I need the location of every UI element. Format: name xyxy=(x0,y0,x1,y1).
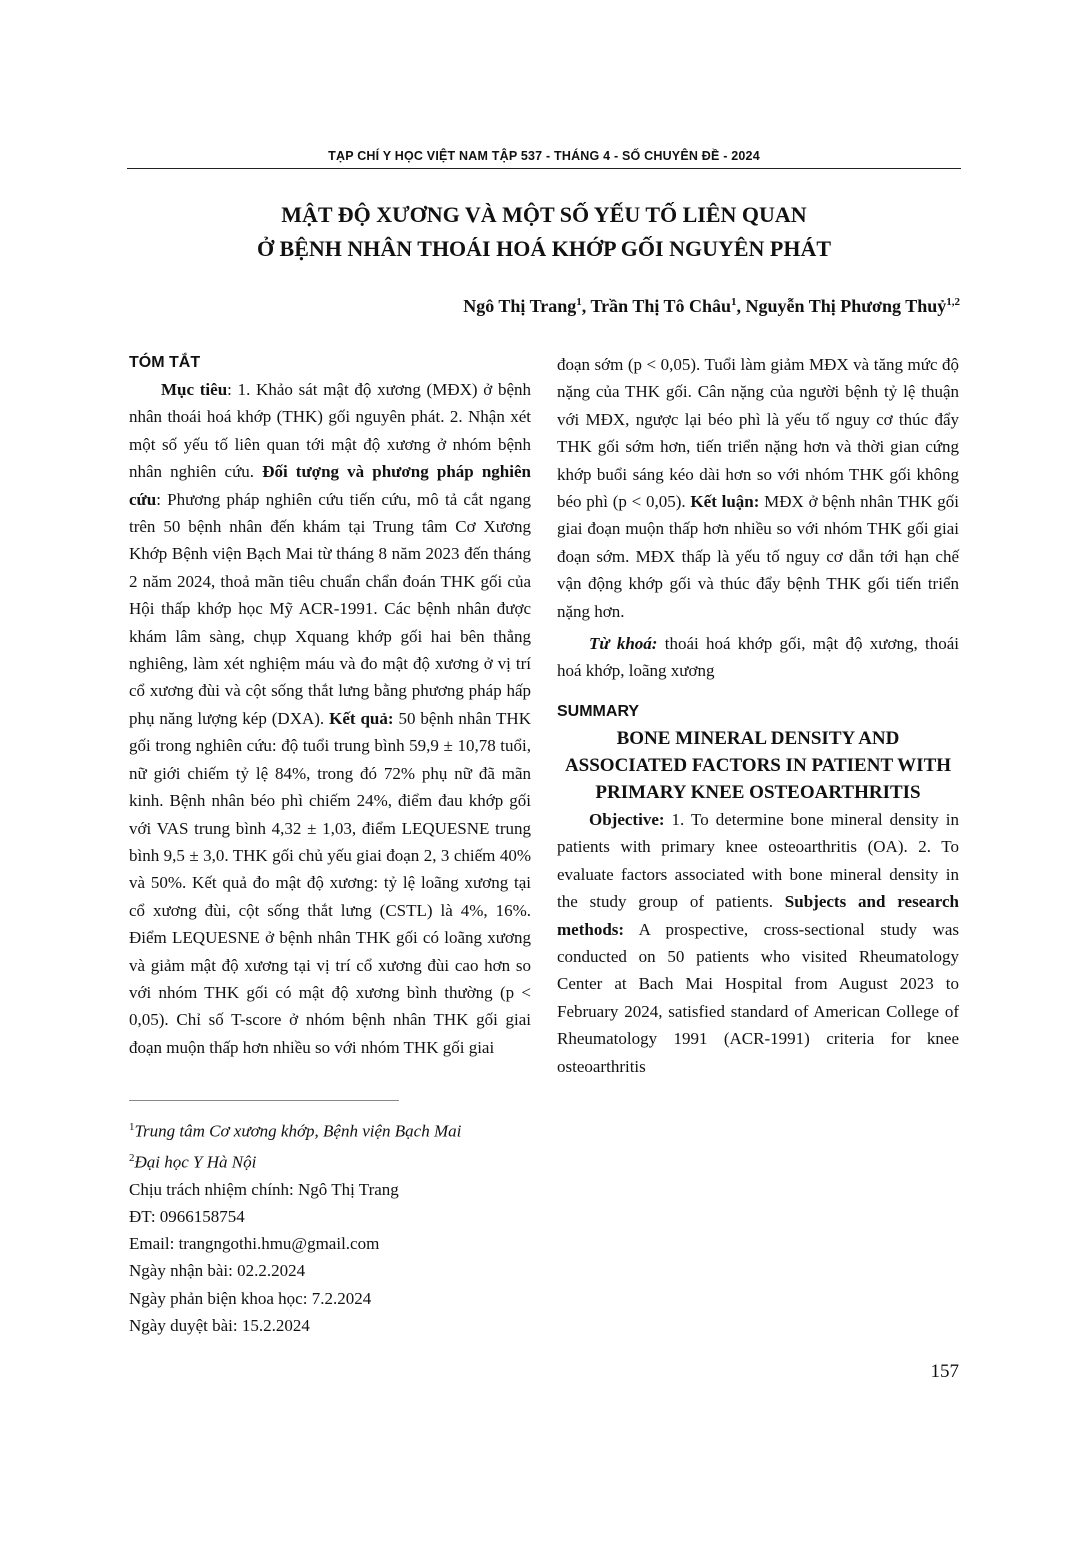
objective-text: : 1. Khảo sát mật độ xương (MĐX) ở bệnh nhân thoái hoá khớp (THK) gối nguyên phát. 2. Nhận xét một số yếu tố liên quan tới mật độ xương ở nhóm bệnh nhân nghiên cứu. xyxy=(129,380,531,482)
abstract-vi-heading: TÓM TẮT xyxy=(129,354,201,371)
title-line-1: MẬT ĐỘ XƯƠNG VÀ MỘT SỐ YẾU TỐ LIÊN QUAN xyxy=(281,202,807,227)
abstract-vi-continued xyxy=(557,351,959,625)
author-affiliation-mark: 1,2 xyxy=(946,296,960,308)
results-text: 50 bệnh nhân THK gối trong nghiên cứu: độ tuổi trung bình 59,9 ± 10,78 tuổi, nữ giới chiếm tỷ lệ 84%, trong đó 72% phụ nữ đã mãn kinh. Bệnh nhân béo phì chiếm 24%, điểm đau khớp gối với VAS trung bình 4,32 ± 1,03, điểm LEQUESNE trung bình 9,5 ± 3,0. THK gối chủ yếu giai đoạn 2, 3 chiếm 40% và 50%. Kết quả đo mật độ xương: tỷ lệ loãng xương tại cổ xương đùi, cột sống thắt lưng (CSTL) là 4%, 16%. Điểm LEQUESNE ở bệnh nhân THK gối có loãng xương và giảm mật độ xương tại vị trí cổ xương đùi cao hơn so với nhóm THK gối có mật độ xương bình thường (p < 0,05). Chỉ số T-score ở nhóm bệnh nhân THK gối giai đoạn muộn thấp hơn nhiều so với nhóm THK gối giai xyxy=(129,708,531,1057)
author-affiliation-mark: 1 xyxy=(731,296,737,308)
affiliation-2-mark: 2 xyxy=(129,1151,135,1164)
conclusion-text: MĐX ở bệnh nhân THK gối giai đoạn muộn thấp hơn nhiều so với nhóm THK gối giai đoạn sớm. MĐX thấp là yếu tố nguy cơ dẫn tới hạn chế vận động khớp gối và thúc đẩy bệnh THK gối tiến triển nặng hơn. xyxy=(557,492,959,621)
en-objective-label: Objective: xyxy=(589,809,665,829)
email: Email: trangngothi.hmu@gmail.com xyxy=(129,1234,380,1254)
objective-label: Mục tiêu xyxy=(161,380,228,399)
english-title: BONE MINERAL DENSITY AND ASSOCIATED FACTORS IN PATIENT WITH PRIMARY KNEE OSTEOARTHRITIS xyxy=(564,727,952,803)
footnotes xyxy=(129,1114,549,1339)
keywords-text: thoái hoá khớp gối, mật độ xương, thoái hoá khớp, loãng xương xyxy=(557,634,960,681)
page-number: 157 xyxy=(930,1361,959,1382)
methods-label: Đối tượng và phương pháp nghiên cứu xyxy=(129,462,531,509)
review-date: Ngày phản biện khoa học: 7.2.2024 xyxy=(129,1288,372,1308)
en-methods-label: Subjects and research methods: xyxy=(557,892,959,939)
corresponding-author: Chịu trách nhiệm chính: Ngô Thị Trang xyxy=(129,1179,399,1199)
keywords-label: Từ khoá: xyxy=(589,634,658,654)
methods-text: : Phương pháp nghiên cứu tiến cứu, mô tả cắt ngang trên 50 bệnh nhân đến khám tại Trung tâm Cơ Xương Khớp Bệnh viện Bạch Mai từ tháng 8 năm 2023 đến tháng 2 năm 2024, thoả mãn tiêu chuẩn chẩn đoán THK gối của Hội thấp khớp học Mỹ ACR-1991. Các bệnh nhân được khám lâm sàng, chụp Xquang khớp gối hai bên thẳng nghiêng, làm xét nghiệm máu và đo mật độ xương ở vị trí cổ xương đùi và cột sống thắt lưng bằng phương pháp hấp phụ năng lượng kép (DXA). xyxy=(129,489,531,728)
conclusion-label: Kết luận: xyxy=(690,492,760,512)
results-text-continued: đoạn sớm (p < 0,05). Tuổi làm giảm MĐX và tăng mức độ nặng của THK gối. Cân nặng của người bệnh tỷ lệ thuận với MĐX, ngược lại béo phì là yếu tố nguy cơ thúc đẩy THK gối sớm hơn, tiến triển nặng hơn và thời gian cứng khớp buổi sáng kéo dài hơn so với nhóm THK gối không béo phì (p < 0,05). xyxy=(557,355,959,512)
affiliation-1-mark: 1 xyxy=(129,1121,135,1133)
article-title xyxy=(127,198,961,266)
en-objective-text: 1. To determine bone mineral density in patients with primary knee osteoarthritis (OA). 2. To evaluate factors associated with bone mineral density in the study group of patients. xyxy=(557,809,959,912)
received-date: Ngày nhận bài: 02.2.2024 xyxy=(129,1261,306,1281)
results-label: Kết quả: xyxy=(329,708,394,728)
author-name: Nguyễn Thị Phương Thuỷ xyxy=(745,296,947,316)
accepted-date: Ngày duyệt bài: 15.2.2024 xyxy=(129,1315,310,1335)
right-column xyxy=(557,351,959,1080)
abstract-vi-body xyxy=(129,376,531,1061)
title-line-2: Ở BỆNH NHÂN THOÁI HOÁ KHỚP GỐI NGUYÊN PHÁT xyxy=(256,236,832,261)
author-name: Ngô Thị Trang xyxy=(463,296,577,316)
author-separator: , xyxy=(581,296,591,316)
author-affiliation-mark: 1 xyxy=(576,296,582,308)
author-list xyxy=(463,296,960,317)
author-separator: , xyxy=(736,296,746,316)
journal-header: TẠP CHÍ Y HỌC VIỆT NAM TẬP 537 - THÁNG 4 - SỐ CHUYÊN ĐỀ - 2024 xyxy=(127,149,961,169)
left-column xyxy=(129,350,531,1061)
summary-heading: SUMMARY xyxy=(557,702,640,720)
author-name: Trần Thị Tô Châu xyxy=(590,296,732,316)
phone: ĐT: 0966158754 xyxy=(129,1206,245,1226)
abstract-en-body xyxy=(557,806,959,1080)
footnote-divider xyxy=(129,1100,399,1101)
affiliation-1: Trung tâm Cơ xương khớp, Bệnh viện Bạch Mai xyxy=(134,1121,462,1141)
affiliation-2: Đại học Y Hà Nội xyxy=(134,1152,257,1172)
en-methods-text: A prospective, cross-sectional study was conducted on 50 patients who visited Rheumatology Center at Bach Mai Hospital from August 2023 to February 2024, satisfied standard of American College of Rheumatology 1991 (ACR-1991) criteria for knee osteoarthritis xyxy=(557,919,959,1076)
keywords xyxy=(557,630,959,685)
